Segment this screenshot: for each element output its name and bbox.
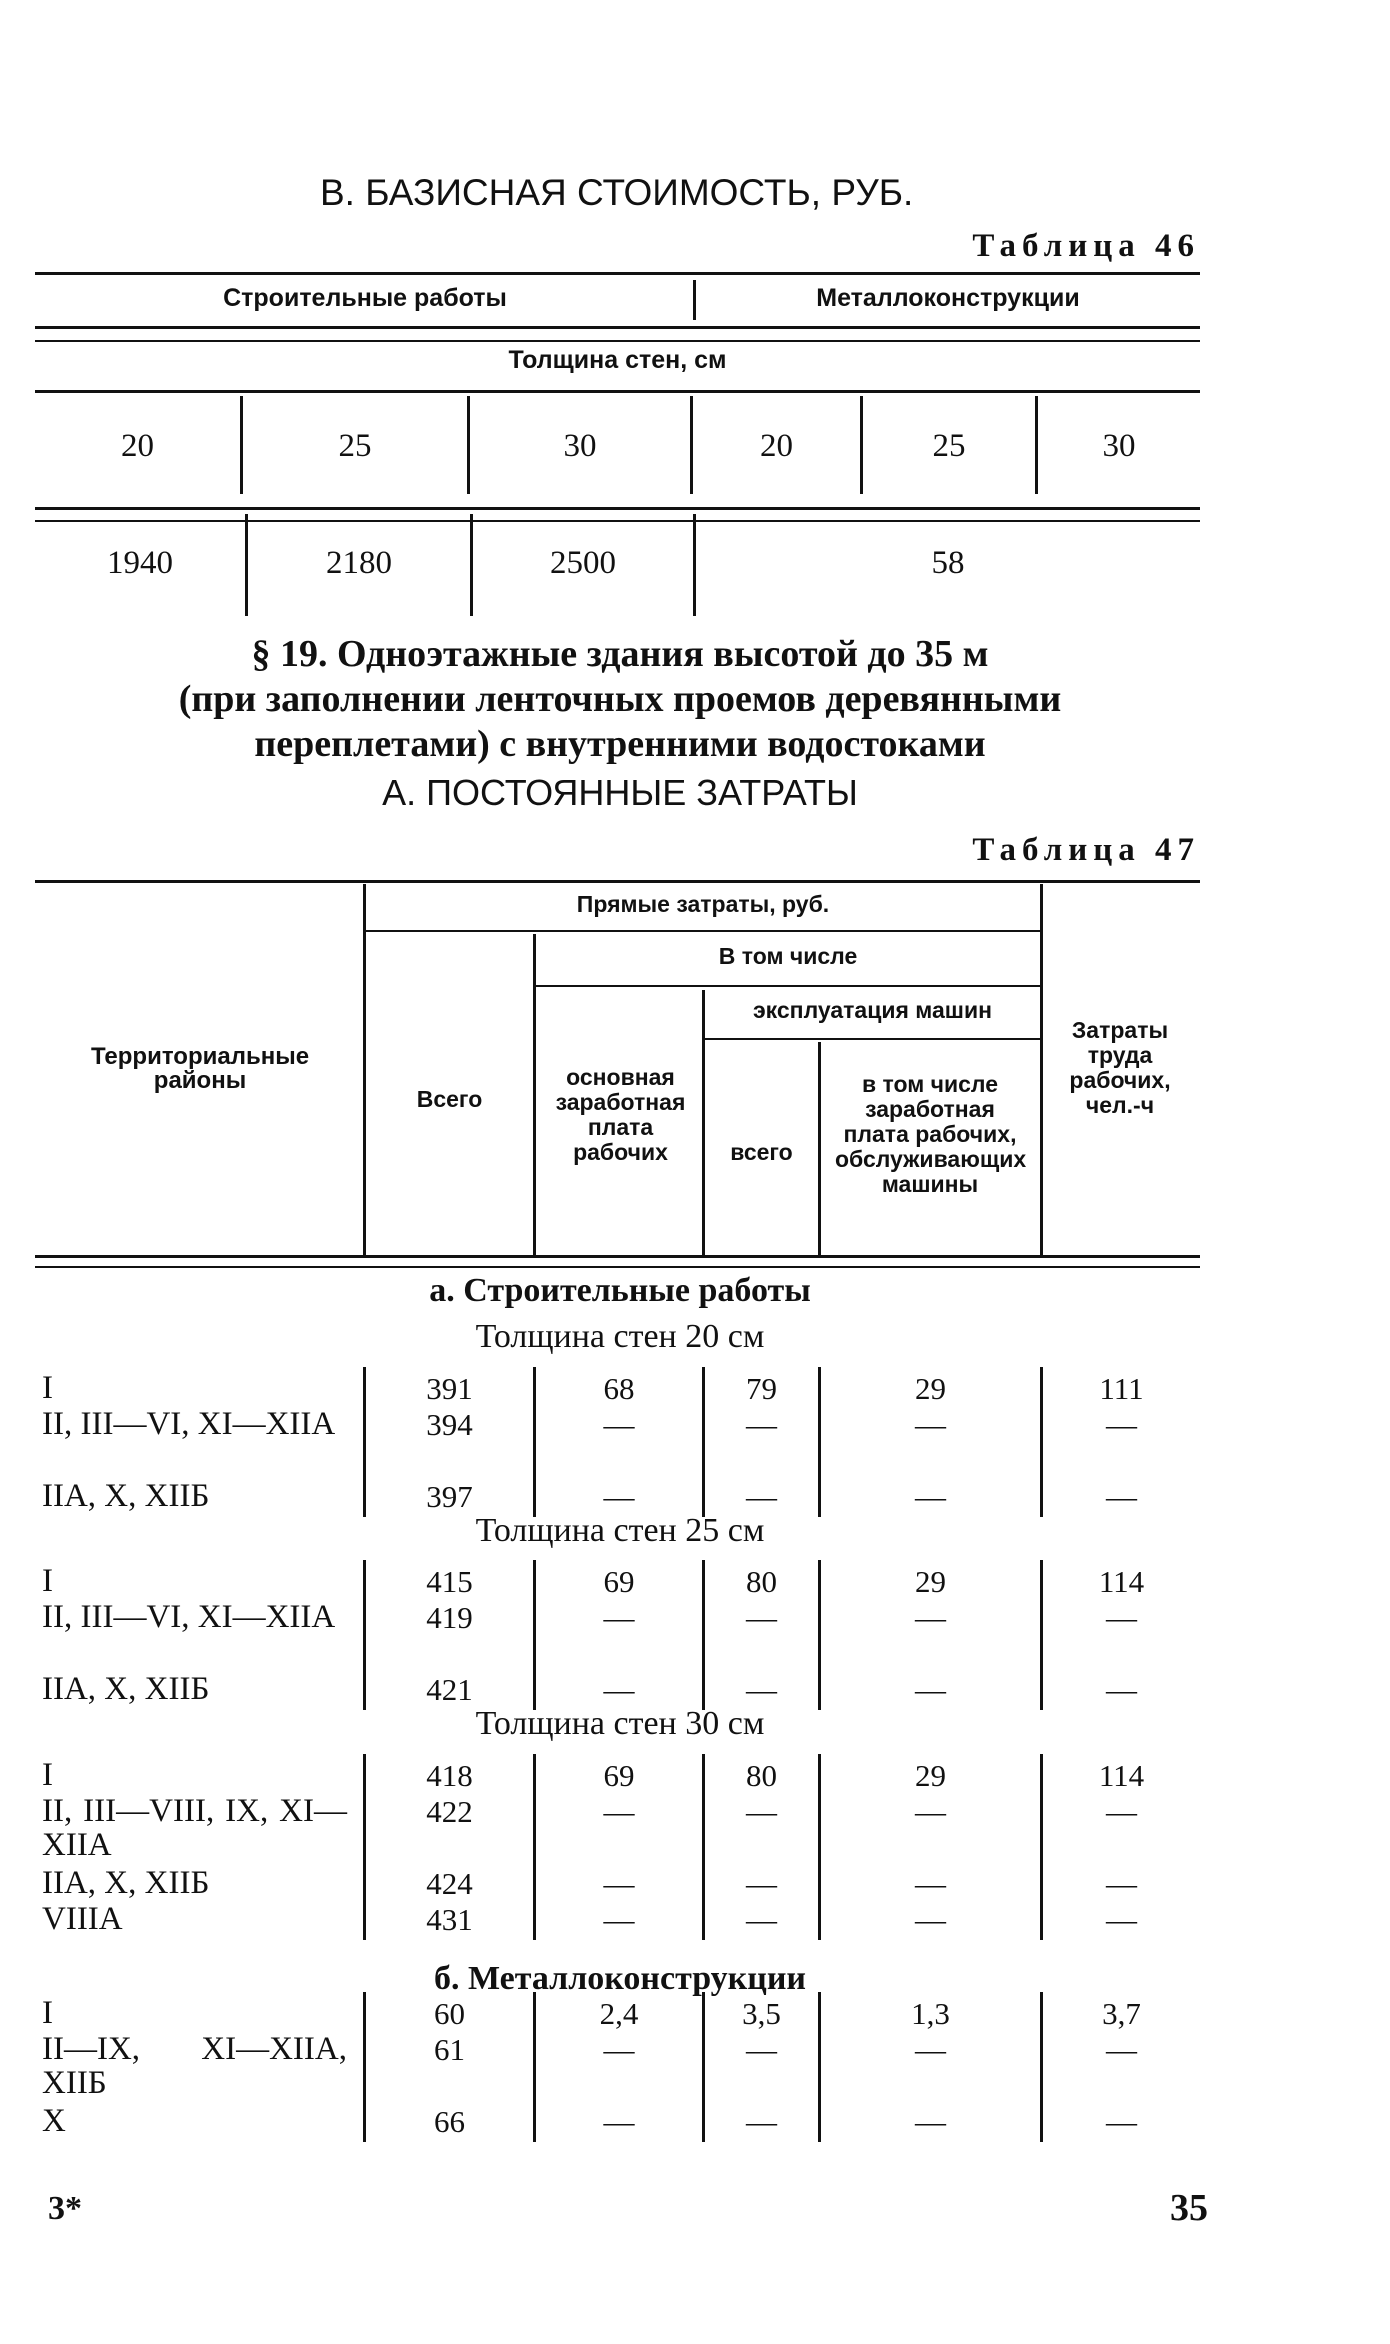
t47-header-including: В том числе	[718, 943, 858, 969]
section19-line3: переплетами) с внутренними водостоками	[254, 723, 986, 765]
section19-line2: (при заполнении ленточных проемов деревянными	[178, 678, 1062, 720]
district-label: II, III—VI, XI—XIIА	[42, 1406, 336, 1442]
table46-label: Таблица 46	[972, 228, 1200, 264]
cell-total: 66	[434, 2104, 465, 2139]
cell-mwage: —	[915, 1600, 946, 1635]
cell-total: 424	[426, 1866, 473, 1901]
district-label: IIА, X, XIIБ	[42, 1865, 210, 1901]
cell-mwage: —	[915, 1794, 946, 1829]
cell-wage: —	[603, 1794, 635, 1829]
cell-wage: —	[603, 1866, 635, 1901]
cell-mwage: —	[915, 2104, 946, 2139]
cell-labor: —	[1106, 1672, 1137, 1707]
t47-header-districts: Территориальные районы	[90, 1043, 310, 1094]
cell-mach: 3,5	[742, 1996, 781, 2031]
cell-mwage: —	[915, 1866, 946, 1901]
t47-header-labor: Затраты труда рабочих, чел.-ч	[1069, 1017, 1171, 1118]
cell-mwage: —	[915, 1479, 946, 1514]
t47-part-b: б. Металлоконструкции	[433, 1960, 807, 1997]
district-label: I	[42, 1757, 53, 1793]
t46-thickness-3: 30	[563, 428, 597, 464]
section19-title	[0, 632, 1240, 767]
cell-total: 391	[426, 1371, 473, 1406]
cell-labor: 111	[1099, 1371, 1144, 1406]
district-label: II, III—VI, XI—XIIА	[42, 1599, 336, 1635]
t46-header-metal: Металлоконструкции	[816, 284, 1080, 312]
cell-labor: —	[1106, 1866, 1137, 1901]
t46-thickness-5: 25	[932, 428, 966, 464]
cell-wage: —	[603, 1600, 635, 1635]
cell-mwage: —	[915, 2032, 946, 2067]
t47-header-base-wage: основная заработная плата рабочих	[555, 1064, 686, 1165]
t46-thickness-4: 20	[760, 428, 793, 464]
t47-header-total: Всего	[416, 1086, 483, 1112]
t46-thickness-2: 25	[338, 428, 372, 464]
district-label: II—IX, XI—XIIА, XIIБ	[42, 2031, 347, 2101]
cell-mach: —	[746, 1794, 777, 1829]
t46-cost-metal: 58	[931, 545, 965, 581]
cell-wage: —	[603, 1407, 635, 1442]
cell-total: 415	[426, 1564, 473, 1599]
cell-labor: 114	[1098, 1564, 1145, 1599]
cell-mach: —	[746, 1407, 777, 1442]
cell-mach: 80	[746, 1564, 777, 1599]
cell-mwage: —	[915, 1407, 946, 1442]
cell-mach: —	[746, 2104, 777, 2139]
cell-mwage: 29	[915, 1758, 946, 1793]
district-label: I	[42, 1995, 53, 2031]
cell-total: 397	[426, 1479, 473, 1514]
t47-header-machine-total: всего	[730, 1139, 793, 1165]
cell-mwage: 1,3	[911, 1996, 950, 2031]
cell-labor: 3,7	[1102, 1996, 1141, 2031]
cell-labor: 114	[1098, 1758, 1145, 1793]
t46-cost-2: 2180	[326, 545, 392, 581]
cell-wage: —	[603, 1902, 635, 1937]
t46-header-construction: Строительные работы	[223, 284, 507, 312]
district-label: IIА, X, XIIБ	[42, 1478, 210, 1514]
district-label: I	[42, 1370, 53, 1406]
cell-wage: 68	[603, 1371, 635, 1406]
page-number: 35	[1170, 2187, 1208, 2229]
cell-mwage: 29	[915, 1564, 946, 1599]
wall-thickness-subheading: Толщина стен 20 см	[475, 1318, 765, 1355]
district-label: II, III—VIII, IX, XI—XIIА	[42, 1793, 347, 1863]
t46-cost-3: 2500	[550, 545, 616, 581]
t47-header-direct-costs: Прямые затраты, руб.	[576, 891, 830, 917]
cell-mach: —	[746, 1902, 777, 1937]
cell-total: 422	[426, 1794, 473, 1829]
cell-mwage: 29	[915, 1371, 946, 1406]
cell-mach: —	[746, 1672, 777, 1707]
t47-part-a: а. Строительные работы	[429, 1272, 811, 1309]
t47-header-machine-wage: в том числе заработная плата рабочих, обслуживающих машины	[835, 1071, 1027, 1197]
district-label: X	[42, 2103, 66, 2139]
t46-thickness-1: 20	[121, 428, 154, 464]
cell-labor: —	[1106, 1902, 1137, 1937]
cell-labor: —	[1106, 1407, 1137, 1442]
cell-mach: —	[746, 1600, 777, 1635]
cell-wage: 2,4	[599, 1996, 639, 2031]
cell-total: 418	[426, 1758, 473, 1793]
table47-label: Таблица 47	[972, 832, 1200, 868]
cell-labor: —	[1106, 1794, 1137, 1829]
cell-total: 60	[434, 1996, 465, 2031]
section19-subtitle: А. ПОСТОЯННЫЕ ЗАТРАТЫ	[382, 772, 858, 813]
cell-mach: —	[746, 1479, 777, 1514]
district-label: I	[42, 1563, 53, 1599]
t46-cost-1: 1940	[107, 545, 173, 581]
cell-mwage: —	[915, 1672, 946, 1707]
section-v-title: В. БАЗИСНАЯ СТОИМОСТЬ, РУБ.	[320, 172, 914, 213]
cell-labor: —	[1106, 1600, 1137, 1635]
section19-line1: § 19. Одноэтажные здания высотой до 35 м	[251, 633, 989, 675]
wall-thickness-subheading: Толщина стен 30 см	[475, 1705, 765, 1742]
cell-mwage: —	[915, 1902, 946, 1937]
cell-total: 419	[426, 1600, 473, 1635]
t46-subheader: Толщина стен, см	[508, 346, 727, 374]
district-label: IIА, X, XIIБ	[42, 1671, 210, 1707]
cell-total: 431	[426, 1902, 473, 1937]
cell-total: 394	[426, 1407, 473, 1442]
cell-mach: 79	[746, 1371, 777, 1406]
cell-wage: —	[603, 1479, 635, 1514]
cell-wage: —	[603, 2104, 635, 2139]
t46-thickness-6: 30	[1102, 428, 1136, 464]
cell-total: 61	[434, 2032, 465, 2067]
cell-labor: —	[1106, 2104, 1137, 2139]
signature-mark: 3*	[48, 2190, 82, 2227]
cell-wage: —	[603, 1672, 635, 1707]
cell-wage: 69	[603, 1564, 635, 1599]
wall-thickness-subheading: Толщина стен 25 см	[475, 1512, 765, 1549]
district-label: VIIIА	[42, 1901, 123, 1937]
cell-wage: 69	[603, 1758, 635, 1793]
t47-header-machine-operation: эксплуатация машин	[752, 997, 993, 1023]
cell-labor: —	[1106, 2032, 1137, 2067]
cell-total: 421	[426, 1672, 473, 1707]
cell-wage: —	[603, 2032, 635, 2067]
cell-mach: 80	[746, 1758, 777, 1793]
cell-mach: —	[746, 2032, 777, 2067]
cell-mach: —	[746, 1866, 777, 1901]
cell-labor: —	[1106, 1479, 1137, 1514]
